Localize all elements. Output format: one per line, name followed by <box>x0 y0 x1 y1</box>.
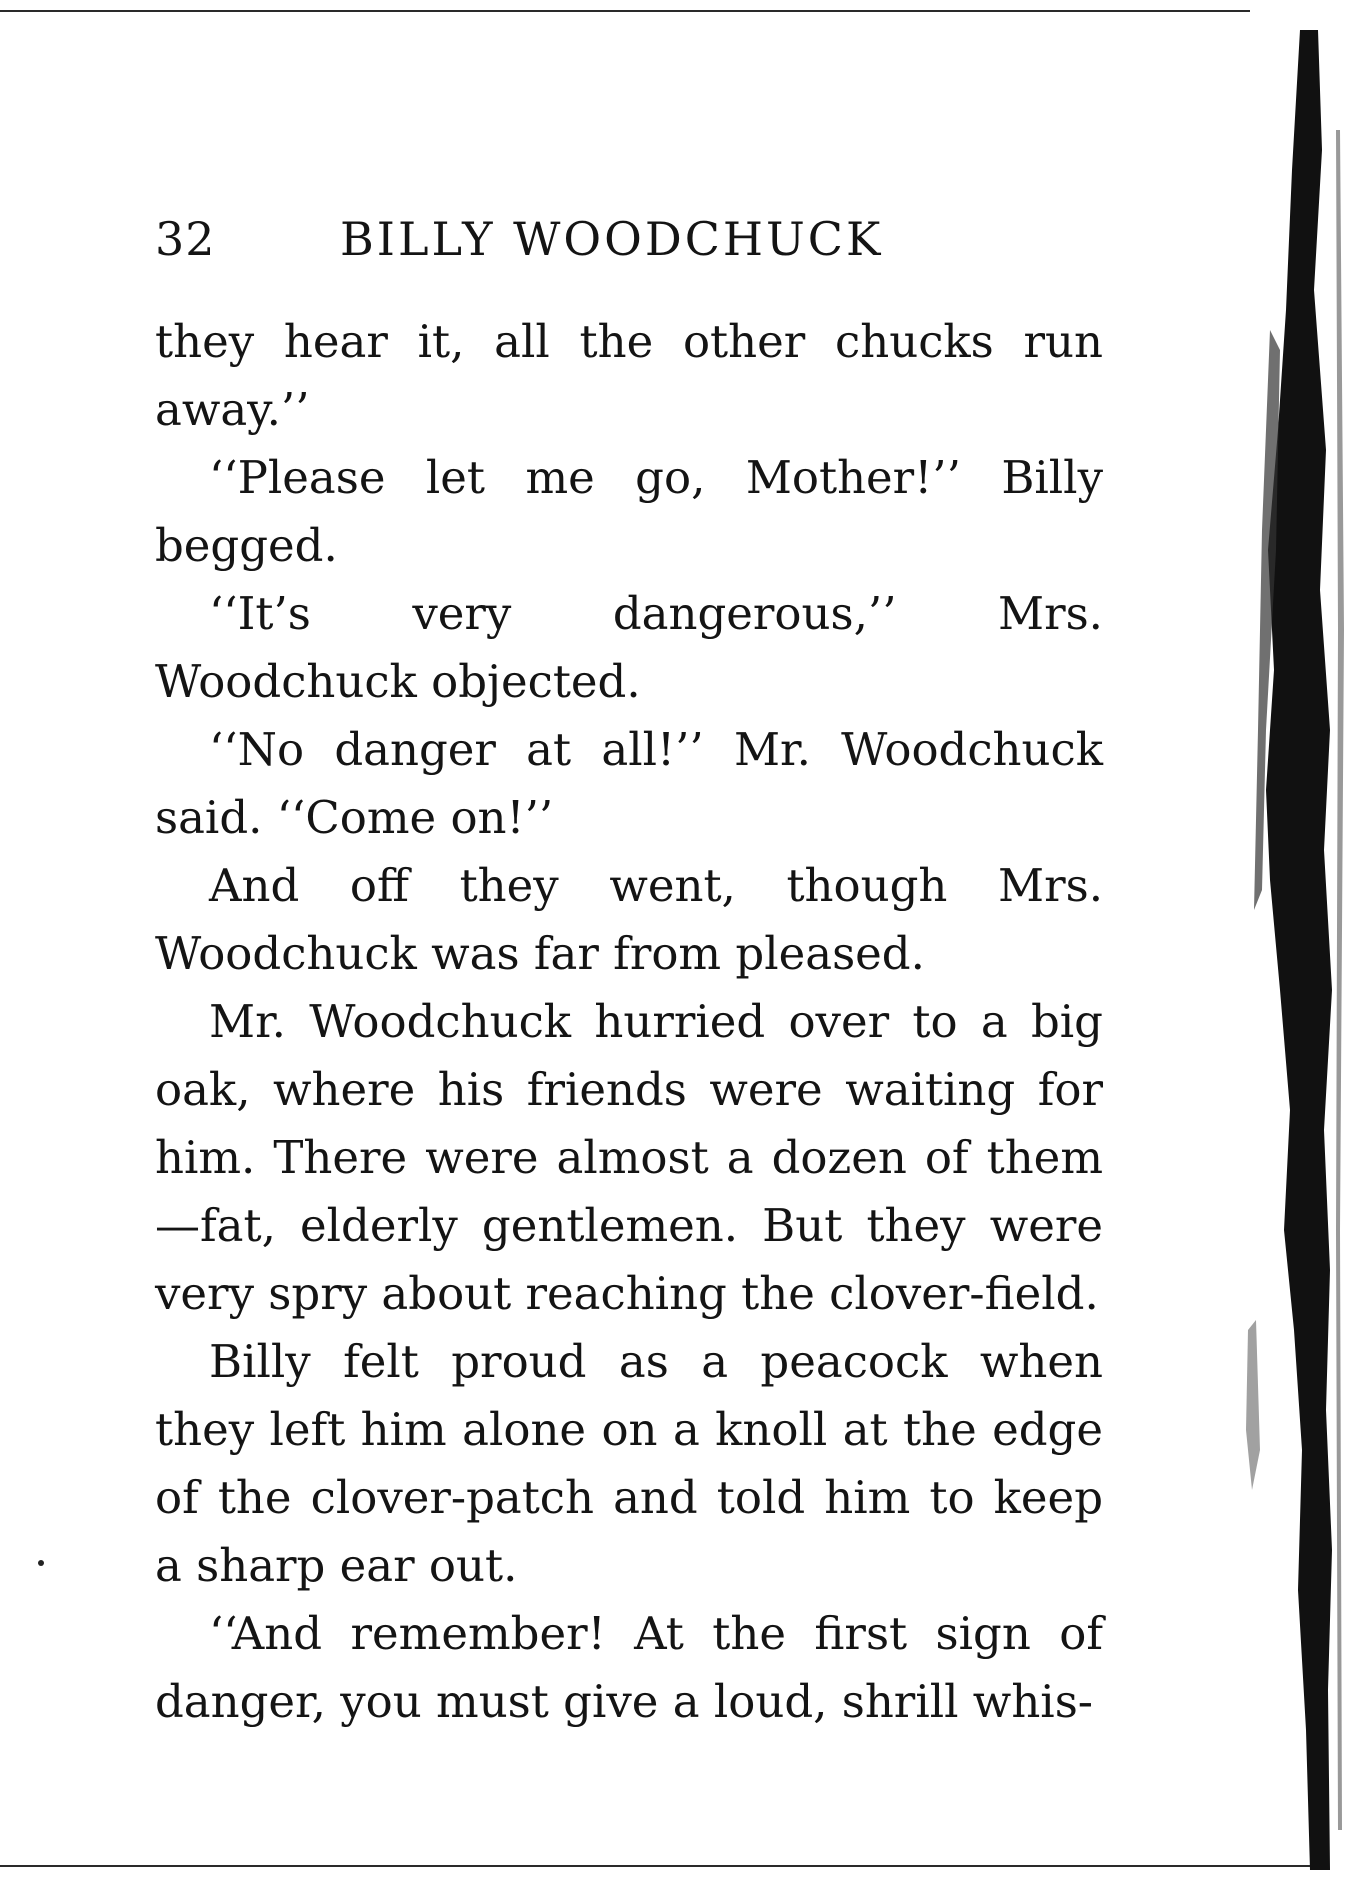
bottom-page-edge-rule <box>0 1865 1310 1867</box>
running-head <box>155 212 935 272</box>
paragraph-4: ‘‘No danger at all!’’ Mr. Woodchuck said. ‘‘Come on!’’ <box>155 723 1103 844</box>
running-title: BILLY WOODCHUCK <box>340 212 884 266</box>
paragraph-8: ‘‘And remember! At the first sign of danger, you must give a loud, shrill whis- <box>155 1607 1103 1728</box>
stray-ink-mark <box>38 1560 44 1566</box>
paragraph-6: Mr. Woodchuck hurried over to a big oak, where his friends were waiting for him. There were almost a dozen of them —fat, elderly gentlemen. But they were very spry about reaching the clover-field. <box>155 995 1103 1320</box>
paragraph-1: they hear it, all the other chucks run away.’’ <box>155 315 1103 436</box>
paragraph-2: ‘‘Please let me go, Mother!’’ Billy begged. <box>155 451 1103 572</box>
paragraph-3: ‘‘It’s very dangerous,’’ Mrs. Woodchuck objected. <box>155 587 1103 708</box>
binding-shadow <box>1240 30 1351 1870</box>
paragraph-7: Billy felt proud as a peacock when they left him alone on a knoll at the edge of the clover-patch and told him to keep a sharp ear out. <box>155 1335 1103 1592</box>
page-number: 32 <box>155 212 216 266</box>
paragraph-5: And off they went, though Mrs. Woodchuck was far from pleased. <box>155 859 1103 980</box>
body-text <box>155 308 1103 1736</box>
top-page-edge-rule <box>0 10 1250 12</box>
